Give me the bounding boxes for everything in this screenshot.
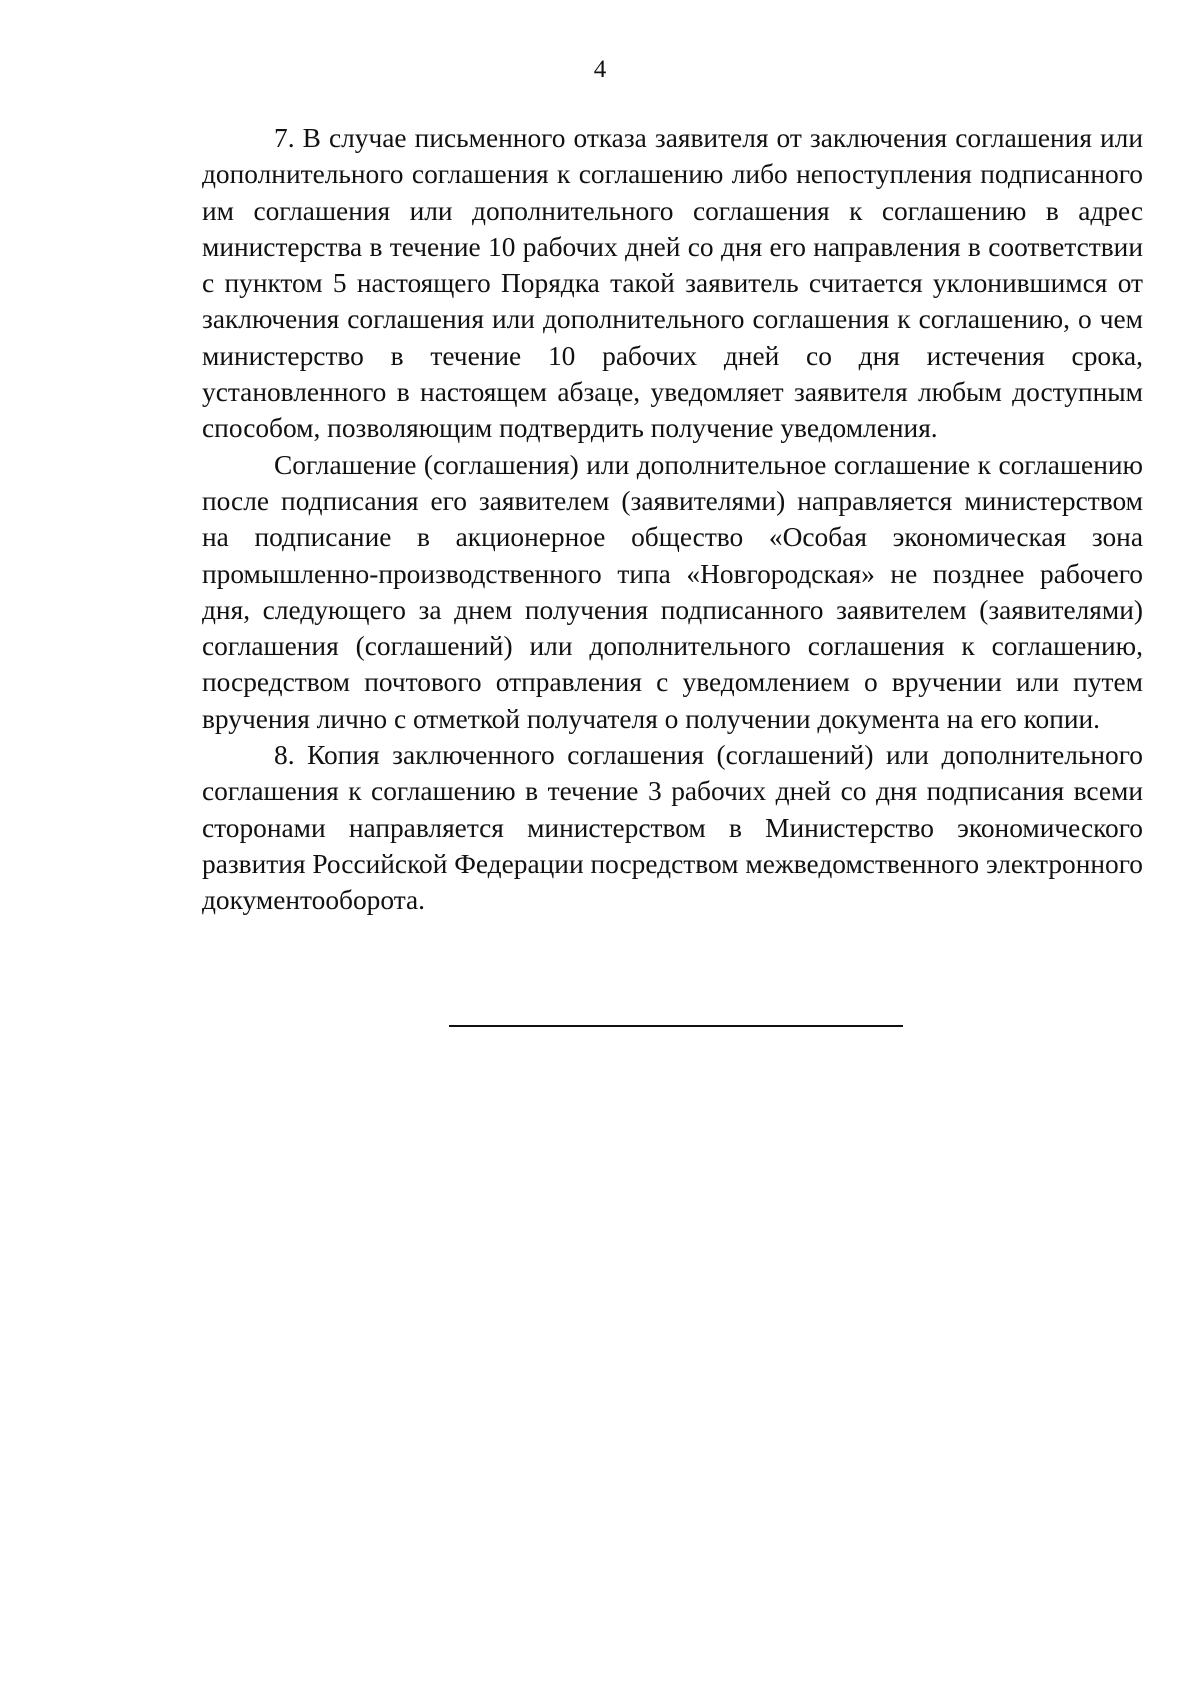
paragraph-7: 7. В случае письменного отказа заявителя от заключения соглашения или дополнительного соглашения к соглашению либо непоступления подписанного им соглашения или дополнительного соглашения к соглашению в адрес министерства в течение 10 рабочих дней со дня его направления в соответствии с пунктом 5 настоящего Порядка такой заявитель считается уклонившимся от заключения соглашения или дополнительного соглашения к соглашению, о чем министерство в течение 10 рабочих дней со дня истечения срока, установленного в настоящем абзаце, уведомляет заявителя любым доступным способом, позволяющим подтвердить получение уведомления. (202, 123, 1143, 444)
page-number: 4 (593, 56, 607, 83)
end-of-text-rule (449, 1025, 903, 1027)
document-body (202, 120, 1143, 919)
paragraph-agreement-signing: Соглашение (соглашения) или дополнительное соглашение к соглашению после подписания его заявителем (заявителями) направляется министерством на подписание в акционерное общество «Особая экономическая зона промышленно-производственного типа «Новгородская» не позднее рабочего дня, следующего за днем получения подписанного заявителем (заявителями) соглашения (соглашений) или дополнительного соглашения к соглашению, посредством почтового отправления с уведомлением о вручении или путем вручения лично с отметкой получателя о получении документа на его копии. (202, 449, 1143, 734)
paragraph-8: 8. Копия заключенного соглашения (соглашений) или дополнительного соглашения к соглашению в течение 3 рабочих дней со дня подписания всеми сторонами направляется министерством в Министерство экономического развития Российской Федерации посредством межведомственного электронного документооборота. (202, 740, 1143, 916)
